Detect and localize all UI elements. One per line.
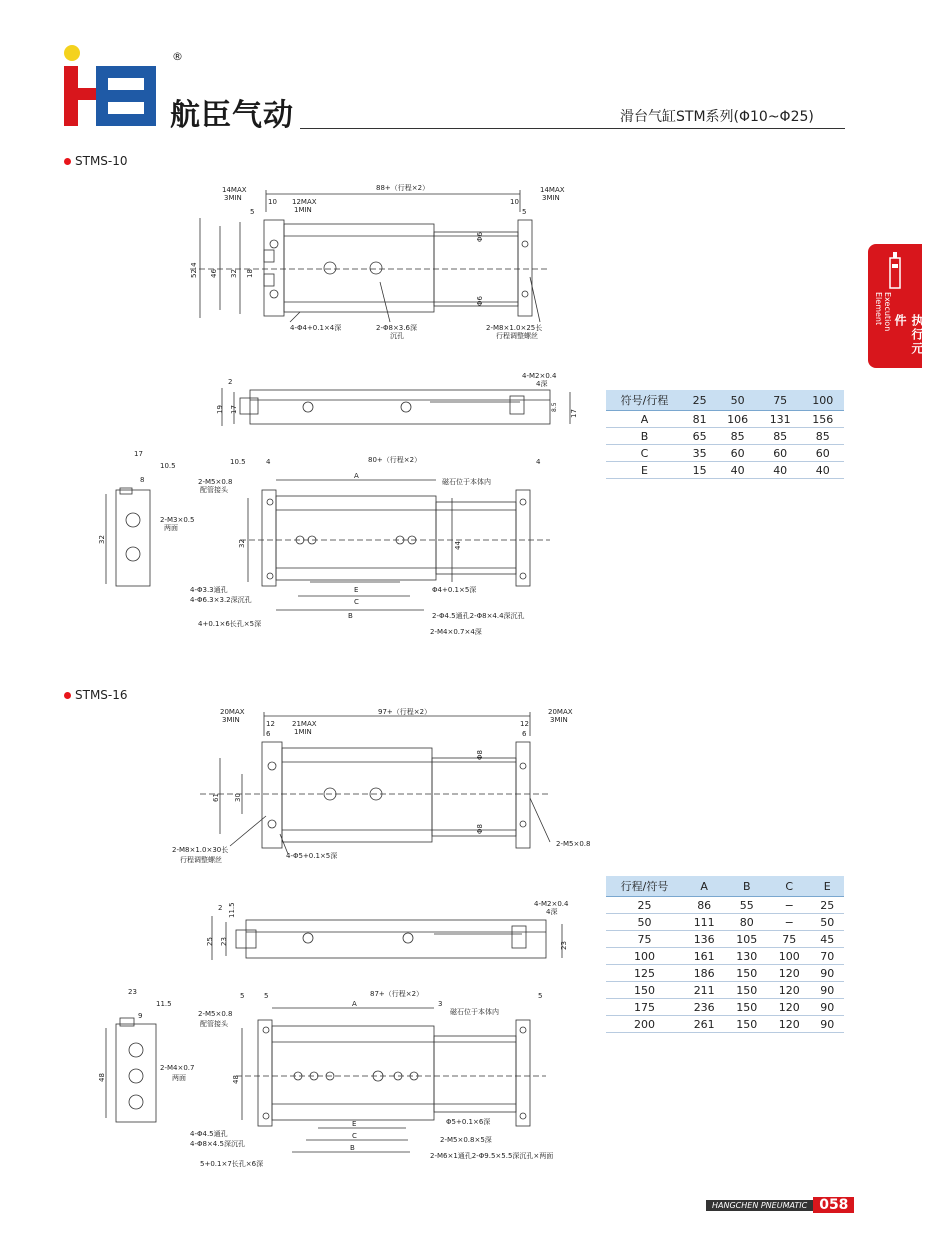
- svg-text:46: 46: [210, 269, 218, 278]
- svg-text:48: 48: [232, 1075, 240, 1084]
- table-row: [606, 931, 844, 948]
- svg-text:2-M4×0.7×4深: 2-M4×0.7×4深: [430, 628, 482, 636]
- footer-brand: HANGCHEN PNEUMATIC: [706, 1200, 813, 1211]
- table-cell: 81: [683, 411, 716, 428]
- table-cell: 105: [725, 931, 768, 948]
- svg-text:8: 8: [140, 476, 145, 484]
- table-cell: 35: [683, 445, 716, 462]
- registered-mark: ®: [172, 50, 183, 63]
- svg-text:5: 5: [264, 992, 269, 1000]
- svg-text:Φ6: Φ6: [476, 232, 484, 242]
- section-label-stms10: STMS-10: [64, 154, 128, 168]
- svg-text:97+（行程×2）: 97+（行程×2）: [378, 708, 432, 716]
- svg-text:C: C: [352, 1132, 357, 1140]
- table-cell: 211: [683, 982, 726, 999]
- table-header-cell: 行程/符号: [606, 876, 683, 897]
- table-cell: 60: [759, 445, 802, 462]
- svg-text:4-Φ8×4.5深沉孔: 4-Φ8×4.5深沉孔: [190, 1140, 245, 1148]
- svg-text:32: 32: [230, 269, 238, 278]
- svg-text:10: 10: [268, 198, 277, 206]
- svg-text:3MIN: 3MIN: [550, 716, 568, 724]
- svg-text:12: 12: [266, 720, 275, 728]
- svg-text:磁石位于本体内: 磁石位于本体内: [450, 1008, 499, 1016]
- table-cell: B: [606, 428, 683, 445]
- svg-text:5: 5: [250, 208, 255, 216]
- table-cell: 120: [768, 999, 811, 1016]
- svg-text:4-M2×0.4: 4-M2×0.4: [534, 900, 569, 908]
- table-cell: 90: [810, 965, 844, 982]
- table-cell: 40: [716, 462, 759, 479]
- svg-text:4深: 4深: [536, 380, 548, 388]
- svg-text:11.5: 11.5: [156, 1000, 172, 1008]
- table-cell: 25: [606, 897, 683, 914]
- table-cell: 50: [810, 914, 844, 931]
- svg-text:8.5: 8.5: [551, 402, 558, 412]
- svg-text:21MAX: 21MAX: [292, 720, 317, 728]
- logo-mark-icon: [58, 40, 168, 130]
- svg-text:3MIN: 3MIN: [542, 194, 560, 202]
- svg-text:2-M5×0.8: 2-M5×0.8: [198, 478, 233, 486]
- brand-name: 航臣气动: [170, 98, 294, 133]
- table-cell: 200: [606, 1016, 683, 1033]
- table-cell: 90: [810, 982, 844, 999]
- svg-text:2-M8×1.0×25长: 2-M8×1.0×25长: [486, 324, 543, 332]
- svg-text:48: 48: [98, 1073, 106, 1082]
- svg-text:18: 18: [246, 269, 254, 278]
- table-header-cell: 100: [801, 390, 844, 411]
- table-cell: 90: [810, 999, 844, 1016]
- svg-text:B: B: [350, 1144, 355, 1152]
- table-row: [606, 1016, 844, 1033]
- svg-text:1MIN: 1MIN: [294, 206, 312, 214]
- svg-text:4: 4: [536, 458, 541, 466]
- svg-text:17: 17: [230, 405, 238, 414]
- svg-text:E: E: [354, 586, 359, 594]
- svg-text:Φ8: Φ8: [476, 824, 484, 834]
- svg-text:23: 23: [560, 941, 568, 950]
- table-cell: 86: [683, 897, 726, 914]
- table-cell: 120: [768, 982, 811, 999]
- svg-text:5: 5: [522, 208, 527, 216]
- svg-text:行程调整螺丝: 行程调整螺丝: [496, 332, 538, 340]
- table-cell: 90: [810, 1016, 844, 1033]
- svg-text:2-M6×1通孔2-Φ9.5×5.5深沉孔×两面: 2-M6×1通孔2-Φ9.5×5.5深沉孔×两面: [430, 1152, 554, 1160]
- table-cell: 85: [801, 428, 844, 445]
- table-cell: C: [606, 445, 683, 462]
- svg-text:6: 6: [266, 730, 271, 738]
- svg-text:2-M8×1.0×30长: 2-M8×1.0×30长: [172, 846, 229, 854]
- spec-table-stms10: [606, 390, 844, 479]
- table-cell: 25: [810, 897, 844, 914]
- table-cell: 175: [606, 999, 683, 1016]
- table-cell: 100: [768, 948, 811, 965]
- section-label-stms16: STMS-16: [64, 688, 128, 702]
- table-cell: 150: [725, 965, 768, 982]
- bullet-dot-icon: [64, 158, 71, 165]
- svg-text:20MAX: 20MAX: [548, 708, 573, 716]
- svg-text:10.5: 10.5: [160, 462, 176, 470]
- table-cell: 85: [716, 428, 759, 445]
- svg-text:23: 23: [220, 937, 228, 946]
- table-cell: 125: [606, 965, 683, 982]
- drawing-stms10-top: [180, 182, 565, 342]
- table-header-row: [606, 390, 844, 411]
- table-header-cell: 符号/行程: [606, 390, 683, 411]
- page-title: 滑台气缸STM系列(Φ10~Φ25): [620, 109, 814, 125]
- table-cell: 45: [810, 931, 844, 948]
- svg-text:3MIN: 3MIN: [222, 716, 240, 724]
- svg-text:12MAX: 12MAX: [292, 198, 317, 206]
- drawing-stms10-plan: [90, 450, 550, 645]
- table-header-cell: 50: [716, 390, 759, 411]
- svg-text:Φ6: Φ6: [476, 296, 484, 306]
- svg-text:2: 2: [228, 378, 233, 386]
- svg-text:2-M3×0.5: 2-M3×0.5: [160, 516, 195, 524]
- table-cell: 75: [606, 931, 683, 948]
- table-cell: 120: [768, 965, 811, 982]
- footer: [706, 1197, 854, 1213]
- svg-text:32: 32: [98, 535, 106, 544]
- table-cell: 60: [801, 445, 844, 462]
- table-header-cell: B: [725, 876, 768, 897]
- table-row: [606, 982, 844, 999]
- svg-text:磁石位于本体内: 磁石位于本体内: [442, 478, 491, 486]
- table-header-cell: E: [810, 876, 844, 897]
- table-cell: 130: [725, 948, 768, 965]
- table-cell: 150: [725, 1016, 768, 1033]
- svg-text:A: A: [352, 1000, 357, 1008]
- table-cell: E: [606, 462, 683, 479]
- table-cell: 50: [606, 914, 683, 931]
- table-row: [606, 445, 844, 462]
- svg-text:2-M5×0.8: 2-M5×0.8: [198, 1010, 233, 1018]
- table-cell: 85: [759, 428, 802, 445]
- table-header-cell: 25: [683, 390, 716, 411]
- svg-text:4+0.1×6长孔×5深: 4+0.1×6长孔×5深: [198, 620, 262, 628]
- table-header-cell: A: [683, 876, 726, 897]
- svg-text:4-Φ6.3×3.2深沉孔: 4-Φ6.3×3.2深沉孔: [190, 596, 252, 604]
- drawing-stms16-side: [200, 898, 580, 968]
- page-number: 058: [813, 1197, 854, 1213]
- table-cell: 120: [768, 1016, 811, 1033]
- svg-text:沉孔: 沉孔: [390, 332, 404, 340]
- svg-text:4-Φ3.3通孔: 4-Φ3.3通孔: [190, 586, 228, 594]
- table-cell: 150: [606, 982, 683, 999]
- table-cell: 15: [683, 462, 716, 479]
- table-cell: 161: [683, 948, 726, 965]
- svg-text:14MAX: 14MAX: [540, 186, 565, 194]
- spec-table-stms16: [606, 876, 844, 1033]
- svg-text:5: 5: [538, 992, 543, 1000]
- svg-text:19: 19: [216, 405, 224, 414]
- table-cell: 150: [725, 999, 768, 1016]
- svg-text:4-Φ4+0.1×4深: 4-Φ4+0.1×4深: [290, 324, 342, 332]
- svg-text:23: 23: [128, 988, 137, 996]
- table-header-cell: C: [768, 876, 811, 897]
- table-cell: 150: [725, 982, 768, 999]
- table-row: [606, 948, 844, 965]
- table-cell: 40: [801, 462, 844, 479]
- svg-text:4深: 4深: [546, 908, 558, 916]
- svg-text:2: 2: [218, 904, 223, 912]
- svg-text:行程调整螺丝: 行程调整螺丝: [180, 856, 222, 864]
- svg-text:10.5: 10.5: [230, 458, 246, 466]
- table-row: [606, 462, 844, 479]
- svg-text:Φ4+0.1×5深: Φ4+0.1×5深: [432, 586, 477, 594]
- svg-text:4-M2×0.4: 4-M2×0.4: [522, 372, 557, 380]
- table-cell: 65: [683, 428, 716, 445]
- table-cell: 111: [683, 914, 726, 931]
- table-header-cell: 75: [759, 390, 802, 411]
- drawing-stms16-top: [170, 706, 610, 866]
- svg-text:Φ8: Φ8: [476, 750, 484, 760]
- svg-text:1MIN: 1MIN: [294, 728, 312, 736]
- bullet-dot-icon: [64, 692, 71, 699]
- table-cell: 106: [716, 411, 759, 428]
- svg-text:B: B: [348, 612, 353, 620]
- svg-text:10: 10: [510, 198, 519, 206]
- table-cell: 60: [716, 445, 759, 462]
- svg-text:30: 30: [234, 793, 242, 802]
- svg-text:14MAX: 14MAX: [222, 186, 247, 194]
- svg-text:9: 9: [138, 1012, 143, 1020]
- table-cell: 131: [759, 411, 802, 428]
- svg-text:5: 5: [240, 992, 245, 1000]
- brand-logo: [58, 40, 168, 130]
- svg-text:4: 4: [266, 458, 271, 466]
- table-cell: 261: [683, 1016, 726, 1033]
- side-tab-cn: 执行元件: [893, 314, 924, 356]
- table-row: [606, 914, 844, 931]
- table-cell: −: [768, 897, 811, 914]
- svg-text:44: 44: [454, 541, 462, 550]
- svg-text:80+（行程×2）: 80+（行程×2）: [368, 456, 422, 464]
- svg-text:12: 12: [520, 720, 529, 728]
- table-cell: 40: [759, 462, 802, 479]
- svg-text:配管接头: 配管接头: [200, 486, 228, 494]
- svg-text:11.5: 11.5: [228, 902, 236, 918]
- svg-text:6: 6: [522, 730, 527, 738]
- table-cell: 156: [801, 411, 844, 428]
- svg-text:32: 32: [238, 539, 246, 548]
- table-cell: A: [606, 411, 683, 428]
- table-row: [606, 965, 844, 982]
- svg-text:20MAX: 20MAX: [220, 708, 245, 716]
- svg-text:88+（行程×2）: 88+（行程×2）: [376, 184, 430, 192]
- drawing-stms16-plan: [86, 984, 586, 1174]
- table-cell: 136: [683, 931, 726, 948]
- table-cell: 236: [683, 999, 726, 1016]
- header-rule: [300, 128, 845, 129]
- svg-text:17: 17: [570, 409, 578, 418]
- svg-text:两面: 两面: [164, 524, 178, 532]
- table-cell: 55: [725, 897, 768, 914]
- svg-text:2-Φ4.5通孔2-Φ8×4.4深沉孔: 2-Φ4.5通孔2-Φ8×4.4深沉孔: [432, 612, 525, 620]
- svg-text:3: 3: [438, 1000, 443, 1008]
- svg-text:87+（行程×2）: 87+（行程×2）: [370, 990, 424, 998]
- table-cell: −: [768, 914, 811, 931]
- svg-text:A: A: [354, 472, 359, 480]
- svg-text:C: C: [354, 598, 359, 606]
- table-cell: 70: [810, 948, 844, 965]
- svg-text:配管接头: 配管接头: [200, 1020, 228, 1028]
- table-cell: 100: [606, 948, 683, 965]
- svg-text:3MIN: 3MIN: [224, 194, 242, 202]
- svg-text:4-Φ5+0.1×5深: 4-Φ5+0.1×5深: [286, 852, 338, 860]
- svg-text:2-M5×0.8×5深: 2-M5×0.8×5深: [440, 1136, 492, 1144]
- svg-text:25: 25: [206, 937, 214, 946]
- svg-text:Φ5+0.1×6深: Φ5+0.1×6深: [446, 1118, 491, 1126]
- table-row: [606, 428, 844, 445]
- svg-text:52.4: 52.4: [190, 262, 198, 278]
- svg-text:两面: 两面: [172, 1074, 186, 1082]
- table-row: [606, 897, 844, 914]
- table-row: [606, 411, 844, 428]
- svg-text:61: 61: [212, 793, 220, 802]
- drawing-stms10-side: [210, 372, 590, 432]
- svg-text:E: E: [352, 1120, 357, 1128]
- table-cell: 75: [768, 931, 811, 948]
- svg-text:2-M5×0.8: 2-M5×0.8: [556, 840, 591, 848]
- svg-text:2-Φ8×3.6深: 2-Φ8×3.6深: [376, 324, 417, 332]
- table-cell: 186: [683, 965, 726, 982]
- side-tab[interactable]: [868, 244, 922, 368]
- svg-text:4-Φ4.5通孔: 4-Φ4.5通孔: [190, 1130, 228, 1138]
- table-header-row: [606, 876, 844, 897]
- table-cell: 80: [725, 914, 768, 931]
- table-row: [606, 999, 844, 1016]
- svg-text:2-M4×0.7: 2-M4×0.7: [160, 1064, 195, 1072]
- svg-text:17: 17: [134, 450, 143, 458]
- cylinder-icon: [884, 252, 906, 292]
- side-tab-en: Execution Element: [874, 292, 892, 332]
- svg-text:5+0.1×7长孔×6深: 5+0.1×7长孔×6深: [200, 1160, 264, 1168]
